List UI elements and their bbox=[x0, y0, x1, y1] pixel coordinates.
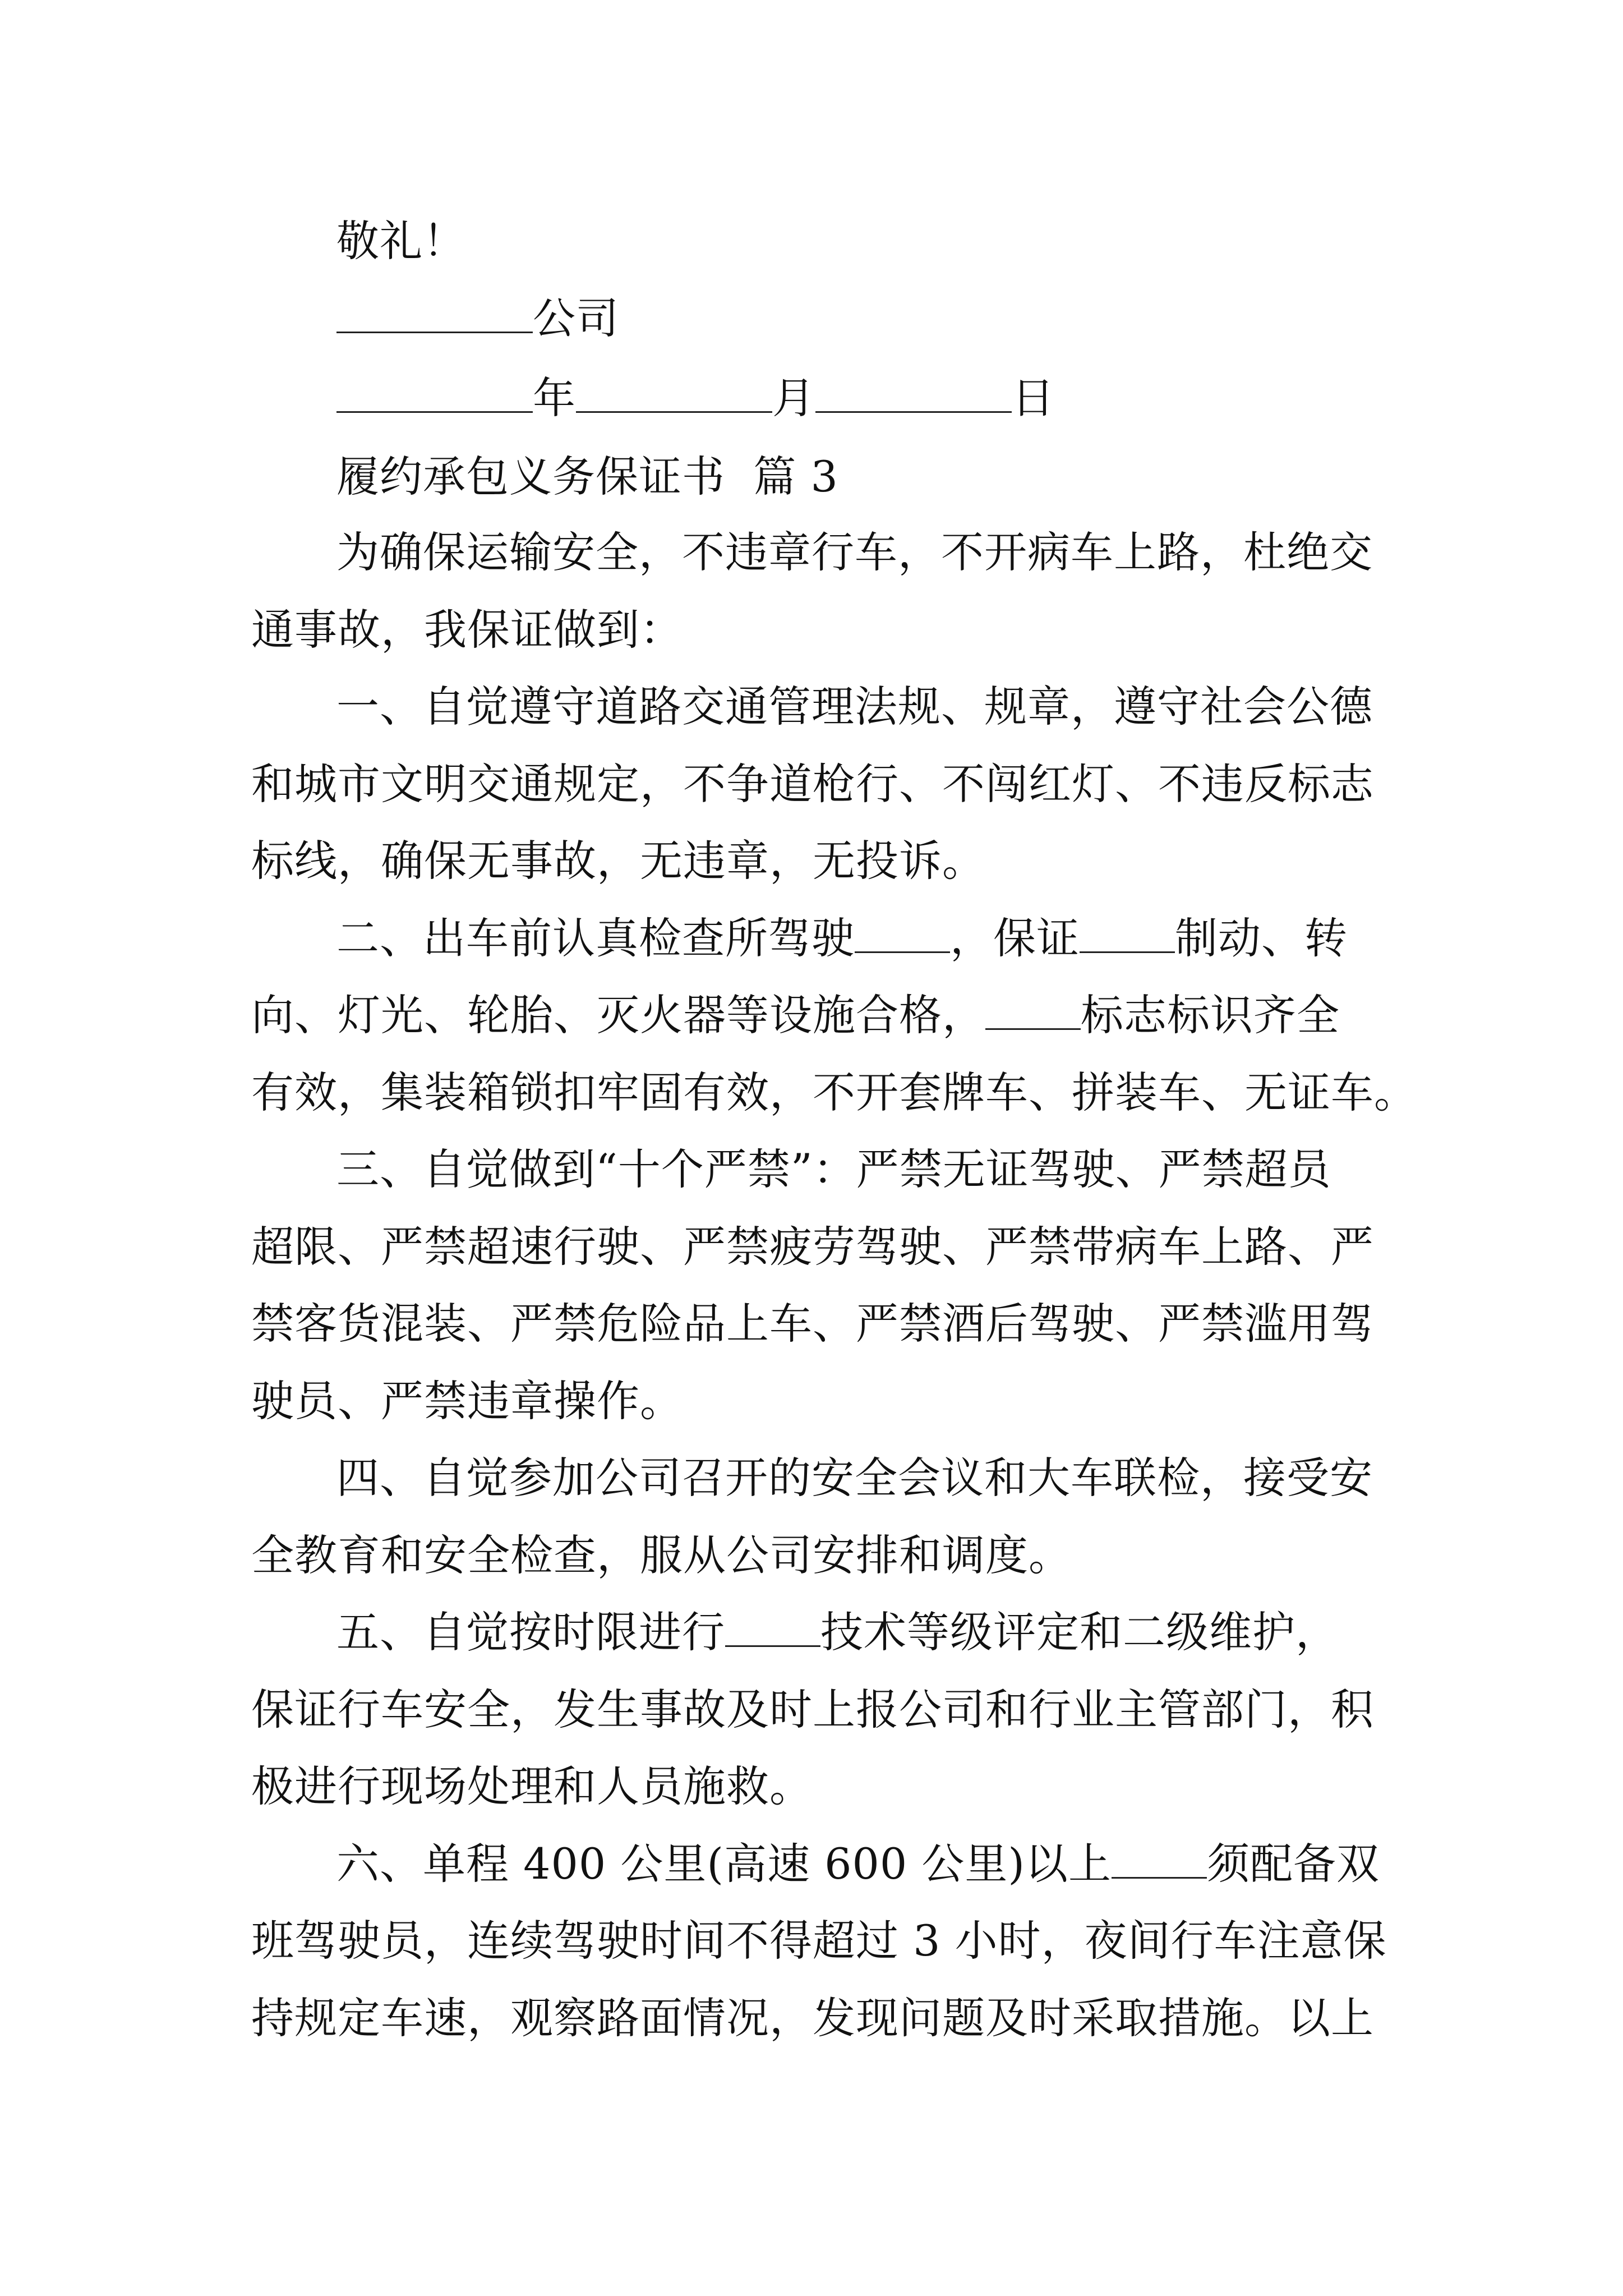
year-blank bbox=[336, 372, 533, 413]
closing-salute: 敬礼！ bbox=[336, 216, 466, 266]
item-1-line-3: 标线，确保无事故，无违章，无投诉。 bbox=[251, 836, 985, 886]
paragraph-intro-line-1: 为确保运输安全，不违章行车，不开病车上路，杜绝交 bbox=[336, 527, 1373, 577]
vehicle-blank bbox=[725, 1606, 820, 1647]
item-4-line-2: 全教育和安全检查，服从公司安排和调度。 bbox=[251, 1530, 1072, 1580]
item-5-line-1: 五、自觉按时限进行 技术等级评定和二级维护， bbox=[336, 1607, 1339, 1657]
item-3-line-2: 超限、严禁超速行驶、严禁疲劳驾驶、严禁带病车上路、严 bbox=[251, 1222, 1374, 1272]
item-3-line-3: 禁客货混装、严禁危险品上车、严禁酒后驾驶、严禁滥用驾 bbox=[251, 1299, 1374, 1349]
item-2-line-3: 有效，集装箱锁扣牢固有效，不开套牌车、拼装车、无证车。 bbox=[251, 1068, 1417, 1117]
month-blank bbox=[576, 372, 772, 413]
item-3-line-4: 驶员、严禁违章操作。 bbox=[251, 1376, 683, 1426]
item-1-line-1: 一、自觉遵守道路交通管理法规、规章，遵守社会公德 bbox=[336, 682, 1373, 731]
item-6-line-3: 持规定车速，观察路面情况，发现问题及时采取措施。以上 bbox=[251, 1993, 1374, 2043]
section-heading bbox=[336, 449, 838, 505]
company-signature-line: 公司 bbox=[336, 291, 619, 347]
vehicle-blank bbox=[985, 989, 1081, 1030]
item-2-line-1: 二、出车前认真检查所驾驶 ，保证 制动、转 bbox=[336, 913, 1348, 963]
section-title: 履约承包义务保证书 bbox=[336, 452, 725, 501]
item-1-line-2: 和城市文明交通规定，不争道枪行、不闯红灯、不违反标志 bbox=[251, 759, 1374, 809]
vehicle-blank bbox=[1112, 1838, 1207, 1879]
vehicle-blank bbox=[1080, 912, 1175, 953]
item-3-line-1: 三、自觉做到“十个严禁”：严禁无证驾驶、严禁超员 bbox=[336, 1144, 1331, 1194]
paragraph-intro-line-2: 通事故，我保证做到： bbox=[251, 605, 683, 655]
vehicle-blank bbox=[855, 912, 950, 953]
item-2-line-2: 向、灯光、轮胎、灭火器等设施合格， 标志标识齐全 bbox=[251, 990, 1340, 1040]
date-line: 年 月 日 bbox=[336, 370, 1055, 426]
item-5-line-2: 保证行车安全，发生事故及时上报公司和行业主管部门，积 bbox=[251, 1685, 1374, 1734]
item-5-line-3: 极进行现场处理和人员施救。 bbox=[251, 1761, 813, 1811]
item-4-line-1: 四、自觉参加公司召开的安全会议和大车联检，接受安 bbox=[336, 1453, 1373, 1503]
section-part: 篇 3 bbox=[753, 452, 838, 501]
item-6-line-1: 六、单程 400 公里(高速 600 公里)以上 须配备双 bbox=[336, 1839, 1380, 1889]
company-name-blank bbox=[336, 292, 533, 333]
day-blank bbox=[815, 372, 1012, 413]
item-6-line-2: 班驾驶员，连续驾驶时间不得超过 3 小时，夜间行车注意保 bbox=[251, 1916, 1387, 1966]
